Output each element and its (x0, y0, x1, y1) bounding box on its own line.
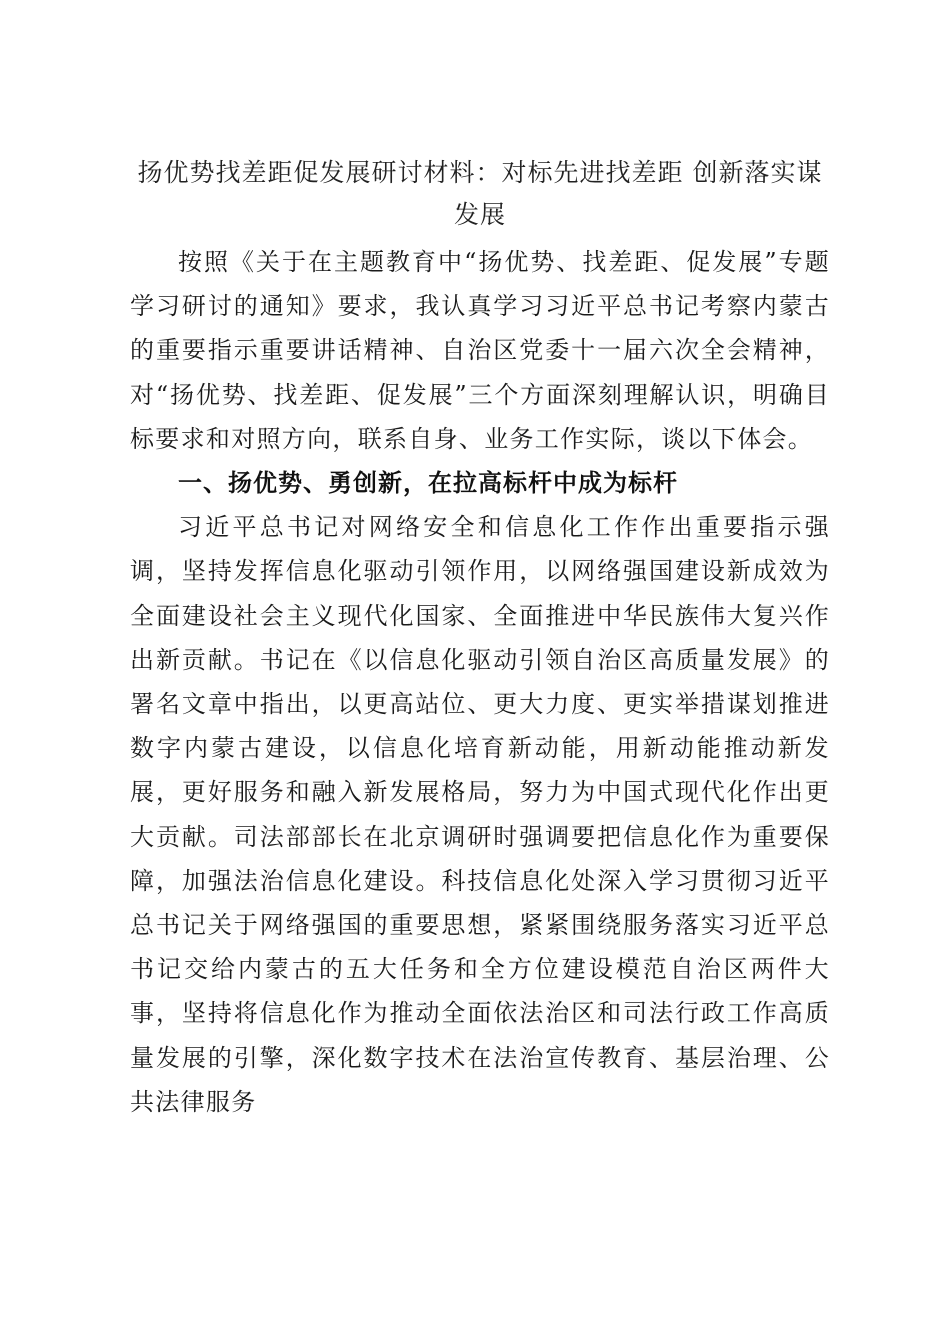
document-body (130, 152, 830, 1124)
intro-paragraph: 按照《关于在主题教育中“扬优势、找差距、促发展”专题学习研讨的通知》要求，我认真学习习近平总书记考察内蒙古的重要指示重要讲话精神、自治区党委十一届六次全会精神，对“扬优势、找差距、促发展”三个方面深刻理解认识，明确目标要求和对照方向，联系自身、业务工作实际，谈以下体会。 (130, 248, 830, 453)
section-paragraph: 习近平总书记对网络安全和信息化工作作出重要指示强调，坚持发挥信息化驱动引领作用，以网络强国建设新成效为全面建设社会主义现代化国家、全面推进中华民族伟大复兴作出新贡献。书记在《以信息化驱动引领自治区高质量发展》的署名文章中指出，以更高站位、更大力度、更实举措谋划推进数字内蒙古建设，以信息化培育新动能，用新动能推动新发展，更好服务和融入新发展格局，努力为中国式现代化作出更大贡献。司法部部长在北京调研时强调要把信息化作为重要保障，加强法治信息化建设。科技信息化处深入学习贯彻习近平总书记关于网络强国的重要思想，紧紧围绕服务落实习近平总书记交给内蒙古的五大任务和全方位建设模范自治区两件大事，坚持将信息化作为推动全面依法治区和司法行政工作高质量发展的引擎，深化数字技术在法治宣传教育、基层治理、公共法律服务 (130, 513, 830, 1116)
document-title: 扬优势找差距促发展研讨材料：对标先进找差距 创新落实谋发展 (137, 158, 823, 229)
section-heading: 一、扬优势、勇创新，在拉高标杆中成为标杆 (178, 469, 678, 498)
